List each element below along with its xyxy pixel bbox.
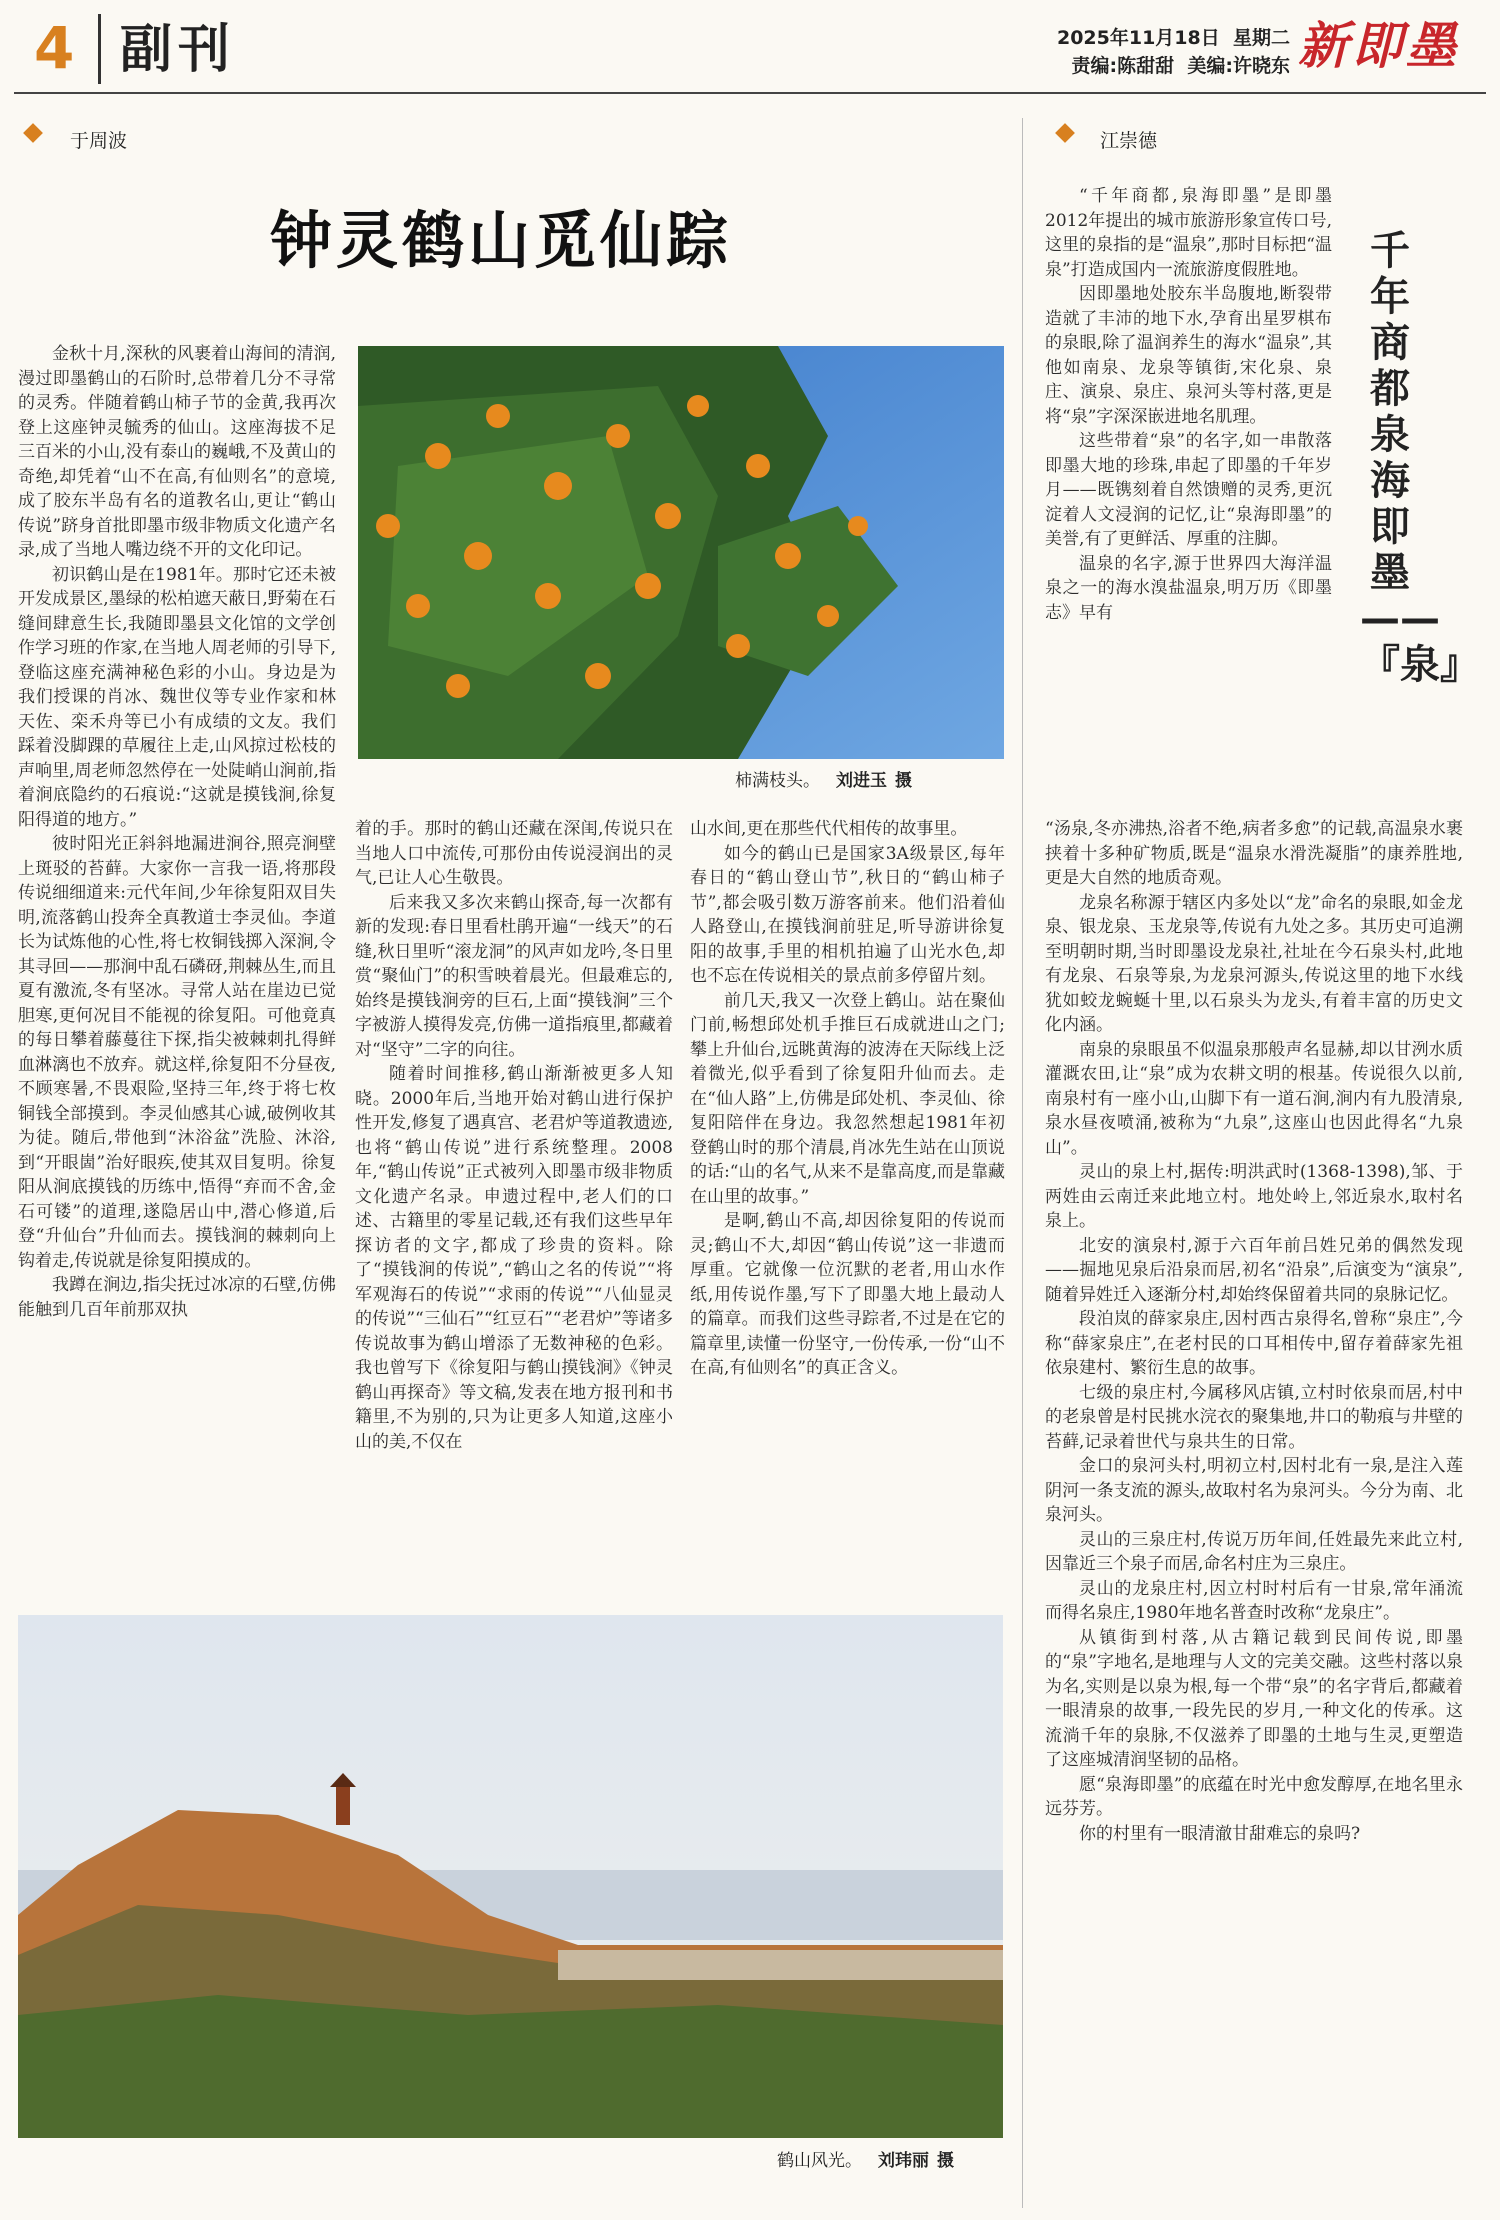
paragraph: 温泉的名字,源于世界四大海洋温泉之一的海水溴盐温泉,明万历《即墨志》早有 <box>1045 553 1332 623</box>
issue-date: 2025年11月18日 <box>1056 27 1220 49</box>
paragraph: 彼时阳光正斜斜地漏进涧谷,照亮涧壁上斑驳的苔藓。大家你一言我一语,将那段传说细细道来:元代年间,少年徐复阳双目失明,流落鹤山投奔全真教道士李灵仙。李道长为试炼他的心性,将七枚铜钱掷入深涧,令其寻回——那涧中乱石磷砑,荆棘丛生,而且夏有激流,冬有坚冰。寻常人站在崖边已觉胆寒,更何况目不能视的徐复阳。可他竟真的每日攀着藤蔓往下探,指尖被棘刺扎得鲜血淋漓也不放弃。就这样,徐复阳不分昼夜,不顾寒暑,不畏艰险,坚持三年,终于将七枚铜钱全部摸到。李灵仙感其心诚,破例收其为徒。随后,带他到“沐浴盆”洗脸、沐浴,到“开眼崮”治好眼疾,使其双目复明。徐复阳从涧底摸钱的历练中,悟得“弃而不舍,金石可镂”的道理,遂隐居山中,潜心修道,后登“升仙台”升仙而去。摸钱涧的棘刺向上钩着走,传说就是徐复阳摸成的。 <box>18 834 336 1271</box>
photo1-caption-text: 柿满枝头。 <box>735 771 820 791</box>
photo2-caption <box>777 2150 954 2172</box>
article-column-1 <box>18 342 336 1612</box>
section-title: 副刊 <box>120 20 237 80</box>
author-marker-icon <box>23 123 43 143</box>
designer-credit: 美编:许晓东 <box>1187 55 1290 77</box>
paragraph: 前几天,我又一次登上鹤山。站在聚仙门前,畅想邱处机手推巨石成就进山之门;攀上升仙台,远眺黄海的波涛在天际线上泛着微光,似乎看到了徐复阳升仙而去。走在“仙人路”上,仿佛是邱处机、李灵仙、徐复阳陪伴在身边。我忽然想起1981年初登鹤山时的那个清晨,肖冰先生站在山顶说的话:“山的名气,从来不是靠高度,而是靠藏在山里的故事。” <box>690 990 1005 1207</box>
article-column-2 <box>355 817 673 1612</box>
photo2-shot-label: 摄 <box>937 2151 954 2171</box>
paragraph: 从镇街到村落,从古籍记载到民间传说,即墨的“泉”字地名,是地理与人文的完美交融。这些村落以泉为名,实则是以泉为根,每一个带“泉”的名字背后,都藏着一眼清泉的故事,一段先民的岁月,一种文化的传承。这流淌千年的泉脉,不仅滋养了即墨的土地与生灵,更塑造了这座城清润坚韧的品格。 <box>1045 1627 1463 1770</box>
paragraph: 随着时间推移,鹤山渐渐被更多人知晓。2000年后,当地开始对鹤山进行保护性开发,修复了遇真宫、老君炉等道教遗迹,也将“鹤山传说”进行系统整理。2008年,“鹤山传说”正式被列入即墨市级非物质文化遗产名录。申遗过程中,老人们的口述、古籍里的零星记载,还有我们这些早年探访者的文字,都成了珍贵的资料。除了“摸钱涧的传说”,“鹤山之名的传说”“将军观海石的传说”“求雨的传说”“八仙显灵的传说”“三仙石”“红豆石”“老君炉”等诸多传说故事为鹤山增添了无数神秘的色彩。我也曾写下《徐复阳与鹤山摸钱涧》《钟灵鹤山再探奇》等文稿,发表在地方报刊和书籍里,不为别的,只为让更多人知道,这座小山的美,不仅在 <box>355 1064 673 1452</box>
article-column-3 <box>690 817 1005 1612</box>
mountain-photo <box>18 1615 1003 2138</box>
persimmon-photo <box>358 346 1004 759</box>
photo2-credit: 刘玮丽 <box>878 2151 929 2171</box>
left-author: 于周波 <box>70 130 128 152</box>
header-divider <box>98 14 101 84</box>
paragraph: 如今的鹤山已是国家3A级景区,每年春日的“鹤山登山节”,秋日的“鹤山柿子节”,都会吸引数万游客前来。他们沿着仙人路登山,在摸钱涧前驻足,听导游讲徐复阳的故事,手里的相机拍遍了山光水色,却也不忘在传说相关的景点前多停留片刻。 <box>690 843 1005 986</box>
paragraph: 山水间,更在那些代代相传的故事里。 <box>690 819 968 839</box>
paragraph: 北安的演泉村,源于六百年前吕姓兄弟的偶然发现——掘地见泉后沿泉而居,初名“沿泉”,后演变为“演泉”,随着异姓迁入逐渐分村,却始终保留着共同的泉脉记忆。 <box>1045 1235 1463 1305</box>
page-number: 4 <box>34 14 75 82</box>
paragraph: 初识鹤山是在1981年。那时它还未被开发成景区,墨绿的松柏遮天蔽日,野菊在石缝间肆意生长,我随即墨县文化馆的文学创作学习班的作家,在当地人周老师的引导下,登临这座充满神秘色彩的小山。身边是为我们授课的肖冰、魏世仪等专业作家和林天佐、栾禾舟等已小有成绩的文友。我们踩着没脚踝的草履往上走,山风掠过松枝的声响里,周老师忽然停在一处陡峭山涧前,指着涧底隐约的石痕说:“这就是摸钱涧,徐复阳得道的地方。” <box>18 564 336 830</box>
paragraph: 灵山的三泉庄村,传说万历年间,任姓最先来此立村,因靠近三个泉子而居,命名村庄为三泉庄。 <box>1045 1529 1463 1574</box>
paragraph: 金口的泉河头村,明初立村,因村北有一泉,是注入莲阴河一条支流的源头,故取村名为泉河头。今分为南、北泉河头。 <box>1045 1456 1463 1525</box>
right-article-title: 千年商都 泉海即墨——『泉』 <box>1360 228 1480 688</box>
header-info <box>1057 24 1290 80</box>
photo1-shot-label: 摄 <box>895 771 912 791</box>
paragraph: 南泉的泉眼虽不似温泉那般声名显赫,却以甘洌水质灌溉农田,让“泉”成为农耕文明的根基。传说很久以前,南泉村有一座小山,山脚下有一道石涧,涧内有九股清泉,泉水昼夜喷涌,被称为“九泉”,这座山也因此得名“九泉山”。 <box>1045 1039 1463 1158</box>
paragraph: 你的村里有一眼清澈甘甜难忘的泉吗? <box>1079 1823 1361 1844</box>
paragraph: 因即墨地处胶东半岛腹地,断裂带造就了丰沛的地下水,孕育出星罗棋布的泉眼,除了温润养生的海水“温泉”,其他如南泉、龙泉等镇街,宋化泉、泉庄、演泉、泉庄、泉河头等村落,更是将“泉”字深深嵌进地名肌理。 <box>1045 284 1332 427</box>
paragraph: 这些带着“泉”的名字,如一串散落即墨大地的珍珠,串起了即墨的千年岁月——既镌刻着自然馈赠的灵秀,更沉淀着人文浸润的记忆,让“泉海即墨”的美誉,有了更鲜活、厚重的注脚。 <box>1045 431 1332 549</box>
right-article-top <box>1045 184 1332 777</box>
paragraph: 愿“泉海即墨”的底蕴在时光中愈发醇厚,在地名里永远芬芳。 <box>1045 1774 1463 1819</box>
persimmon-image <box>358 346 1004 759</box>
paragraph: 是啊,鹤山不高,却因徐复阳的传说而灵;鹤山不大,却因“鹤山传说”这一非遗而厚重。它就像一位沉默的老者,用山水作纸,用传说作墨,写下了即墨大地上最动人的篇章。而我们这些寻踪者,不过是在它的篇章里,读懂一份坚守,一份传承,一份“山不在高,有仙则名”的真正含义。 <box>690 1211 1005 1378</box>
article-title: 钟灵鹤山觅仙踪 <box>270 204 733 277</box>
author-marker-icon <box>1055 123 1075 143</box>
paragraph: 灵山的泉上村,据传:明洪武时(1368-1398),邹、于两姓由云南迁来此地立村。地处岭上,邻近泉水,取村名泉上。 <box>1045 1162 1463 1231</box>
mountain-image <box>18 1615 1003 2138</box>
photo1-credit: 刘进玉 <box>836 771 887 791</box>
paragraph: 后来我又多次来鹤山探奇,每一次都有新的发现:春日里看杜鹃开遍“一线天”的石缝,秋日里听“滚龙洞”的风声如龙吟,冬日里赏“聚仙门”的积雪映着晨光。但最难忘的,始终是摸钱涧旁的巨石,上面“摸钱涧”三个字被游人摸得发亮,仿佛一道指痕里,都藏着对“坚守”二字的向往。 <box>355 892 673 1060</box>
paragraph: 灵山的龙泉庄村,因立村时村后有一甘泉,常年涌流而得名泉庄,1980年地名普查时改称“龙泉庄”。 <box>1045 1578 1463 1623</box>
paragraph: 龙泉名称源于辖区内多处以“龙”命名的泉眼,如金龙泉、银龙泉、玉龙泉等,传说有九处之多。其历史可追溯至明朝时期,当时即墨设龙泉社,社址在今石泉头村,此地有龙泉、石泉等泉,为龙泉河源头,传说这里的地下水线犹如蛟龙蜿蜒十里,以石泉头为龙头,有着丰富的历史文化内涵。 <box>1045 892 1463 1035</box>
paragraph: 我蹲在涧边,指尖抚过冰凉的石壁,仿佛能触到几百年前那双执 <box>18 1275 336 1320</box>
issue-weekday: 星期二 <box>1232 27 1290 49</box>
paragraph: 七级的泉庄村,今属移风店镇,立村时依泉而居,村中的老泉曾是村民挑水浣衣的聚集地,井口的勒痕与井壁的苔藓,记录着世代与泉共生的日常。 <box>1045 1382 1463 1452</box>
paragraph: 着的手。那时的鹤山还藏在深闺,传说只在当地人口中流传,可那份由传说浸润出的灵气,已让人心生敬畏。 <box>355 819 673 888</box>
editor-credit: 责编:陈甜甜 <box>1071 55 1175 77</box>
paragraph: “汤泉,冬亦沸热,浴者不绝,病者多愈”的记载,高温泉水裹挟着十多种矿物质,既是“温泉水滑洗凝脂”的康养胜地,更是大自然的地质奇观。 <box>1045 819 1463 888</box>
paragraph: 金秋十月,深秋的风裹着山海间的清润,漫过即墨鹤山的石阶时,总带着几分不寻常的灵秀。伴随着鹤山柿子节的金黄,我再次登上这座钟灵毓秀的仙山。这座海拔不足三百米的小山,没有泰山的巍峨,不及黄山的奇绝,却凭着“山不在高,有仙则名”的意境,成了胶东半岛有名的道教名山,更让“鹤山传说”跻身首批即墨市级非物质文化遗产名录,成了当地人嘴边绕不开的文化印记。 <box>18 344 336 560</box>
photo2-caption-text: 鹤山风光。 <box>777 2151 862 2171</box>
column-divider <box>1022 118 1023 2208</box>
right-author: 江崇德 <box>1100 130 1158 152</box>
paragraph: 段泊岚的薛家泉庄,因村西古泉得名,曾称“泉庄”,今称“薛家泉庄”,在老村民的口耳相传中,留存着薛家先祖依泉建村、繁衍生息的故事。 <box>1045 1309 1463 1378</box>
photo1-caption <box>735 770 912 792</box>
right-article-bottom <box>1045 817 1463 2212</box>
header-rule <box>14 92 1486 94</box>
newspaper-logo: 新即墨 <box>1298 16 1460 75</box>
paragraph: “千年商都,泉海即墨”是即墨2012年提出的城市旅游形象宣传口号,这里的泉指的是“温泉”,那时目标把“温泉”打造成国内一流旅游度假胜地。 <box>1045 186 1332 280</box>
